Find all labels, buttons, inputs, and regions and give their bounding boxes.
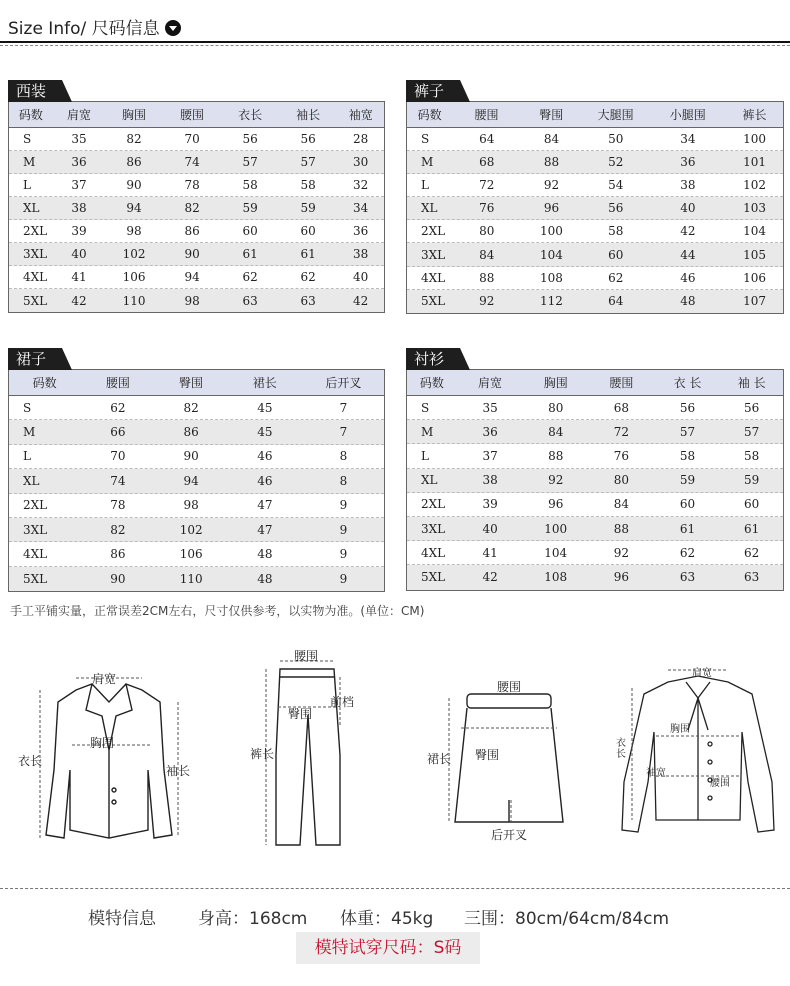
pants-rise-label: 前档 xyxy=(330,695,355,709)
table-cell: 90 xyxy=(183,449,199,464)
size-cell: 4XL xyxy=(421,270,446,285)
table-body xyxy=(407,128,783,313)
table-cell: 9 xyxy=(339,547,348,562)
pants-length-label: 裤长 xyxy=(250,747,275,761)
table-cell: 84 xyxy=(479,247,495,262)
table-cell: 80 xyxy=(479,224,495,239)
table-cell: 62 xyxy=(679,545,696,560)
size-cell: 2XL xyxy=(421,224,446,239)
table-cell: 107 xyxy=(743,294,766,309)
table-cell: 96 xyxy=(613,570,630,585)
size-cell: S xyxy=(23,132,32,146)
column-header: 腰围 xyxy=(105,376,130,390)
skirt-size-table xyxy=(8,350,385,592)
table-cell: 63 xyxy=(300,293,316,308)
table-cell: 56 xyxy=(744,400,760,415)
table-row xyxy=(407,267,783,290)
size-cell: XL xyxy=(421,473,438,488)
header-dashed-divider xyxy=(0,45,790,46)
column-header: 袖长 xyxy=(296,108,321,122)
column-header: 码数 xyxy=(32,376,57,390)
column-header: 大腿围 xyxy=(597,108,634,122)
size-cell: S xyxy=(421,132,430,147)
column-header: 肩宽 xyxy=(478,376,503,390)
table-row xyxy=(407,197,783,220)
table-row xyxy=(9,518,384,542)
table-cell: 74 xyxy=(184,155,200,169)
table-cell: 59 xyxy=(242,201,258,215)
shirt-diagram xyxy=(612,652,784,857)
table-cell: 110 xyxy=(179,571,203,586)
table-cell: 82 xyxy=(184,201,200,215)
size-cell: 4XL xyxy=(23,547,48,562)
table-row xyxy=(9,469,384,493)
table-body xyxy=(9,396,384,591)
table-cell: 28 xyxy=(353,132,369,146)
table-cell: 92 xyxy=(543,178,560,193)
table-cell: 88 xyxy=(548,448,564,463)
size-cell: L xyxy=(421,178,429,193)
column-header: 衣 长 xyxy=(673,376,702,390)
table-cell: 30 xyxy=(353,155,369,169)
model-weight: 体重：45kg xyxy=(340,909,434,929)
table-row xyxy=(9,420,384,444)
column-header: 腰围 xyxy=(180,108,205,122)
skirt-table-tab: 裙子 xyxy=(8,348,62,370)
column-header: 腰围 xyxy=(474,108,499,122)
table-row xyxy=(9,197,384,220)
table-cell: 48 xyxy=(257,547,273,562)
table-cell: 54 xyxy=(608,178,624,193)
table-row xyxy=(407,469,783,493)
table-cell: 90 xyxy=(126,178,142,192)
table-cell: 62 xyxy=(608,270,624,285)
table-cell: 56 xyxy=(679,400,696,415)
shirt-table-tab: 衬衫 xyxy=(406,348,460,370)
table-cell: 104 xyxy=(540,247,563,262)
table-row xyxy=(9,542,384,566)
column-header: 肩宽 xyxy=(66,108,91,122)
table-cell: 108 xyxy=(544,570,568,585)
table-cell: 37 xyxy=(71,178,87,192)
table-cell: 63 xyxy=(744,570,760,585)
table-cell: 40 xyxy=(71,247,87,261)
size-cell: L xyxy=(421,448,429,463)
table-cell: 88 xyxy=(479,270,495,285)
table-cell: 92 xyxy=(548,473,564,488)
column-header: 臀围 xyxy=(179,376,204,390)
pants-diagram xyxy=(248,645,368,860)
column-header: 胸围 xyxy=(543,376,568,390)
table-cell: 76 xyxy=(613,448,630,463)
table-cell: 8 xyxy=(339,449,348,464)
table-row xyxy=(407,243,783,266)
shirt-size-table xyxy=(406,350,784,591)
table-cell: 35 xyxy=(71,132,87,146)
suit-table-tab: 西装 xyxy=(8,80,62,102)
size-cell: XL xyxy=(23,201,40,215)
table-cell: 47 xyxy=(257,522,273,537)
table-cell: 36 xyxy=(680,155,696,170)
table-row xyxy=(9,445,384,469)
table-cell: 41 xyxy=(71,270,87,284)
table-cell: 62 xyxy=(242,270,258,284)
table-cell: 68 xyxy=(613,400,630,415)
table-cell: 105 xyxy=(743,247,766,262)
shirt-sleeve-label: 袖宽 xyxy=(646,768,666,779)
table-cell: 38 xyxy=(353,247,369,261)
table-cell: 42 xyxy=(71,293,87,308)
table-cell: 9 xyxy=(339,498,348,513)
table-cell: 58 xyxy=(679,448,696,463)
shirt-shoulder-label: 肩宽 xyxy=(692,668,712,679)
model-height: 身高：168cm xyxy=(198,909,308,929)
table-cell: 110 xyxy=(122,293,146,308)
table-cell: 46 xyxy=(680,270,696,285)
table-cell: 52 xyxy=(608,155,624,170)
shirt-illustration xyxy=(612,652,784,857)
table-cell: 78 xyxy=(184,178,200,192)
table-row xyxy=(407,541,783,565)
table-cell: 90 xyxy=(184,247,200,261)
table-cell: 70 xyxy=(110,449,126,464)
table-cell: 72 xyxy=(613,424,630,439)
table-cell: 36 xyxy=(482,424,498,439)
pants-waist-label: 腰围 xyxy=(294,649,319,663)
jacket-shoulder-label: 肩宽 xyxy=(92,672,117,686)
table-cell: 42 xyxy=(482,570,498,585)
size-cell: 4XL xyxy=(421,545,446,560)
shirt-length-label: 衣长 xyxy=(616,738,626,760)
column-header: 臀围 xyxy=(539,108,564,122)
table-cell: 82 xyxy=(110,522,126,537)
table-cell: 86 xyxy=(126,155,142,169)
table-row xyxy=(9,567,384,591)
table-row xyxy=(9,266,384,289)
table-cell: 104 xyxy=(544,545,568,560)
model-measurements: 三围：80cm/64cm/84cm xyxy=(464,909,670,929)
size-cell: 2XL xyxy=(23,224,48,238)
table-row xyxy=(407,220,783,243)
suit-size-table xyxy=(8,82,385,313)
table-cell: 86 xyxy=(183,425,199,440)
table-cell: 90 xyxy=(110,571,126,586)
table-cell: 42 xyxy=(680,224,696,239)
size-cell: 3XL xyxy=(23,247,48,261)
table-cell: 74 xyxy=(110,473,126,488)
skirt-slit-label: 后开叉 xyxy=(491,828,528,842)
table-row xyxy=(407,128,783,151)
column-header: 裙长 xyxy=(252,376,277,390)
table-row xyxy=(407,493,783,517)
table-cell: 39 xyxy=(482,497,498,512)
pants-size-table xyxy=(406,82,784,314)
table-cell: 102 xyxy=(743,178,766,193)
size-cell: L xyxy=(23,449,31,464)
table-cell: 38 xyxy=(482,473,498,488)
table-header xyxy=(407,102,783,128)
table-cell: 63 xyxy=(679,570,696,585)
table-cell: 46 xyxy=(257,449,273,464)
table-row xyxy=(9,220,384,243)
table-cell: 9 xyxy=(339,522,348,537)
table-cell: 84 xyxy=(548,424,564,439)
table-cell: 44 xyxy=(680,247,696,262)
table-cell: 70 xyxy=(184,132,200,146)
table-cell: 94 xyxy=(126,201,142,215)
table-cell: 45 xyxy=(257,425,273,440)
jacket-sleeve-label: 袖长 xyxy=(166,764,191,778)
table-cell: 96 xyxy=(548,497,564,512)
size-cell: 5XL xyxy=(421,570,446,585)
table-row xyxy=(9,396,384,420)
table-cell: 60 xyxy=(300,224,316,238)
table-cell: 68 xyxy=(479,155,495,170)
table-row xyxy=(9,289,384,312)
table-cell: 58 xyxy=(300,178,316,192)
table-cell: 40 xyxy=(680,201,696,216)
table-cell: 94 xyxy=(183,473,199,488)
table-cell: 45 xyxy=(257,400,273,415)
table-cell: 92 xyxy=(613,545,630,560)
table-cell: 66 xyxy=(110,425,126,440)
table-cell: 37 xyxy=(482,448,498,463)
table-cell: 56 xyxy=(242,132,258,146)
column-header: 裤长 xyxy=(742,108,767,122)
table-cell: 103 xyxy=(743,201,766,216)
table-body xyxy=(9,128,384,312)
column-header: 码数 xyxy=(417,108,442,122)
table-cell: 34 xyxy=(353,201,369,215)
table-cell: 61 xyxy=(300,247,316,261)
table-cell: 35 xyxy=(482,400,498,415)
table-cell: 36 xyxy=(353,224,369,238)
table-cell: 7 xyxy=(339,400,348,415)
table-cell: 94 xyxy=(184,270,200,284)
column-header: 小腿围 xyxy=(669,108,706,122)
model-try-size-badge: 模特试穿尺码：S码 xyxy=(296,932,480,964)
size-cell: S xyxy=(23,400,32,415)
size-cell: S xyxy=(421,400,430,415)
table-cell: 50 xyxy=(608,132,624,147)
size-cell: XL xyxy=(23,473,40,488)
pants-hip-label: 臀围 xyxy=(288,707,313,721)
table-cell: 98 xyxy=(126,224,142,238)
table-cell: 88 xyxy=(543,155,560,170)
table-cell: 106 xyxy=(743,270,766,285)
size-cell: 3XL xyxy=(421,247,446,262)
size-cell: 5XL xyxy=(23,293,48,308)
table-cell: 61 xyxy=(242,247,258,261)
table-cell: 84 xyxy=(613,497,630,512)
size-cell: 2XL xyxy=(23,498,48,513)
size-cell: 5XL xyxy=(421,294,446,309)
table-cell: 92 xyxy=(479,294,495,309)
table-row xyxy=(9,494,384,518)
table-header xyxy=(9,102,384,128)
model-info-title: 模特信息 xyxy=(88,909,156,929)
shirt-waist-label: 腰围 xyxy=(710,778,730,789)
table-cell: 32 xyxy=(353,178,369,192)
table-cell: 60 xyxy=(744,497,760,512)
table-cell: 34 xyxy=(680,132,696,147)
table-cell: 38 xyxy=(680,178,696,193)
table-header xyxy=(9,370,384,396)
table-cell: 59 xyxy=(679,473,696,488)
column-header: 胸围 xyxy=(122,108,147,122)
table-cell: 100 xyxy=(544,521,568,536)
column-header: 袖宽 xyxy=(348,108,373,122)
column-header: 码数 xyxy=(419,376,444,390)
skirt-waist-label: 腰围 xyxy=(497,680,522,694)
size-cell: 3XL xyxy=(23,522,48,537)
table-cell: 98 xyxy=(184,293,200,308)
column-header: 袖 长 xyxy=(737,376,766,390)
table-cell: 112 xyxy=(540,294,563,309)
column-header: 后开叉 xyxy=(325,376,362,390)
table-cell: 48 xyxy=(680,294,696,309)
table-cell: 62 xyxy=(300,270,316,284)
shirt-chest-label: 胸围 xyxy=(670,724,690,735)
size-cell: M xyxy=(421,424,434,439)
table-row xyxy=(407,290,783,313)
table-cell: 80 xyxy=(548,400,564,415)
table-cell: 59 xyxy=(744,473,760,488)
table-cell: 57 xyxy=(679,424,696,439)
column-header: 码数 xyxy=(18,108,43,122)
table-row xyxy=(407,151,783,174)
table-cell: 48 xyxy=(257,571,273,586)
table-cell: 96 xyxy=(543,201,560,216)
table-row xyxy=(407,396,783,420)
table-cell: 108 xyxy=(540,270,563,285)
bottom-divider xyxy=(0,888,790,889)
table-cell: 57 xyxy=(300,155,316,169)
size-cell: 5XL xyxy=(23,571,48,586)
table-cell: 80 xyxy=(613,473,630,488)
table-row xyxy=(9,174,384,197)
table-row xyxy=(407,174,783,197)
table-cell: 60 xyxy=(242,224,258,238)
table-cell: 101 xyxy=(743,155,766,170)
jacket-diagram xyxy=(14,640,199,860)
table-cell: 106 xyxy=(179,547,203,562)
size-cell: XL xyxy=(421,201,438,216)
table-row xyxy=(9,243,384,266)
table-cell: 41 xyxy=(482,545,498,560)
table-cell: 47 xyxy=(257,498,273,513)
table-cell: 64 xyxy=(608,294,624,309)
table-cell: 40 xyxy=(482,521,498,536)
table-cell: 42 xyxy=(353,293,369,308)
page-title: Size Info/ 尺码信息 xyxy=(8,19,160,39)
table-cell: 56 xyxy=(300,132,316,146)
table-header xyxy=(407,370,783,396)
table-cell: 57 xyxy=(242,155,258,169)
table-cell: 88 xyxy=(613,521,630,536)
table-cell: 76 xyxy=(479,201,495,216)
chevron-down-icon xyxy=(165,20,181,36)
table-cell: 106 xyxy=(122,270,146,284)
table-cell: 58 xyxy=(608,224,624,239)
table-cell: 104 xyxy=(743,224,766,239)
table-cell: 63 xyxy=(242,293,258,308)
table-row xyxy=(9,128,384,151)
table-cell: 46 xyxy=(257,473,273,488)
table-body xyxy=(407,396,783,590)
table-row xyxy=(407,420,783,444)
table-cell: 58 xyxy=(744,448,760,463)
table-cell: 7 xyxy=(339,425,348,440)
table-cell: 62 xyxy=(110,400,126,415)
table-cell: 102 xyxy=(179,522,203,537)
jacket-length-label: 衣长 xyxy=(18,754,43,768)
table-cell: 64 xyxy=(479,132,495,147)
table-cell: 58 xyxy=(242,178,258,192)
table-row xyxy=(407,517,783,541)
size-cell: 3XL xyxy=(421,521,446,536)
table-cell: 61 xyxy=(679,521,696,536)
table-cell: 102 xyxy=(122,247,146,261)
size-cell: M xyxy=(421,155,434,170)
table-row xyxy=(407,444,783,468)
table-cell: 100 xyxy=(540,224,563,239)
pants-table-tab: 裤子 xyxy=(406,80,460,102)
table-cell: 57 xyxy=(744,424,760,439)
table-row xyxy=(407,565,783,589)
table-cell: 82 xyxy=(126,132,142,146)
table-cell: 86 xyxy=(110,547,126,562)
table-cell: 60 xyxy=(679,497,696,512)
table-cell: 72 xyxy=(479,178,495,193)
skirt-length-label: 裙长 xyxy=(427,752,452,766)
table-cell: 61 xyxy=(744,521,760,536)
size-cell: 2XL xyxy=(421,497,446,512)
column-header: 衣长 xyxy=(238,108,263,122)
table-cell: 36 xyxy=(71,155,87,169)
header-divider xyxy=(0,41,790,43)
table-cell: 98 xyxy=(183,498,199,513)
column-header: 腰围 xyxy=(609,376,634,390)
measurement-note: 手工平铺实量，正常误差2CM左右，尺寸仅供参考，以实物为准。(单位：CM) xyxy=(10,604,425,618)
table-cell: 56 xyxy=(608,201,624,216)
size-cell: M xyxy=(23,425,36,440)
table-cell: 82 xyxy=(183,400,199,415)
size-cell: 4XL xyxy=(23,270,48,284)
table-cell: 9 xyxy=(339,571,348,586)
table-cell: 86 xyxy=(184,224,200,238)
table-cell: 8 xyxy=(339,473,348,488)
table-cell: 39 xyxy=(71,224,87,238)
table-cell: 40 xyxy=(353,270,369,284)
table-cell: 84 xyxy=(543,132,560,147)
table-row xyxy=(9,151,384,174)
table-cell: 78 xyxy=(110,498,126,513)
table-cell: 59 xyxy=(300,201,316,215)
table-cell: 38 xyxy=(71,201,87,215)
table-cell: 60 xyxy=(608,247,624,262)
table-cell: 100 xyxy=(743,132,766,147)
skirt-hip-label: 臀围 xyxy=(475,748,500,762)
jacket-chest-label: 胸围 xyxy=(90,736,115,750)
skirt-diagram xyxy=(425,672,595,842)
size-cell: L xyxy=(23,178,31,192)
size-cell: M xyxy=(23,155,36,169)
table-cell: 62 xyxy=(744,545,760,560)
